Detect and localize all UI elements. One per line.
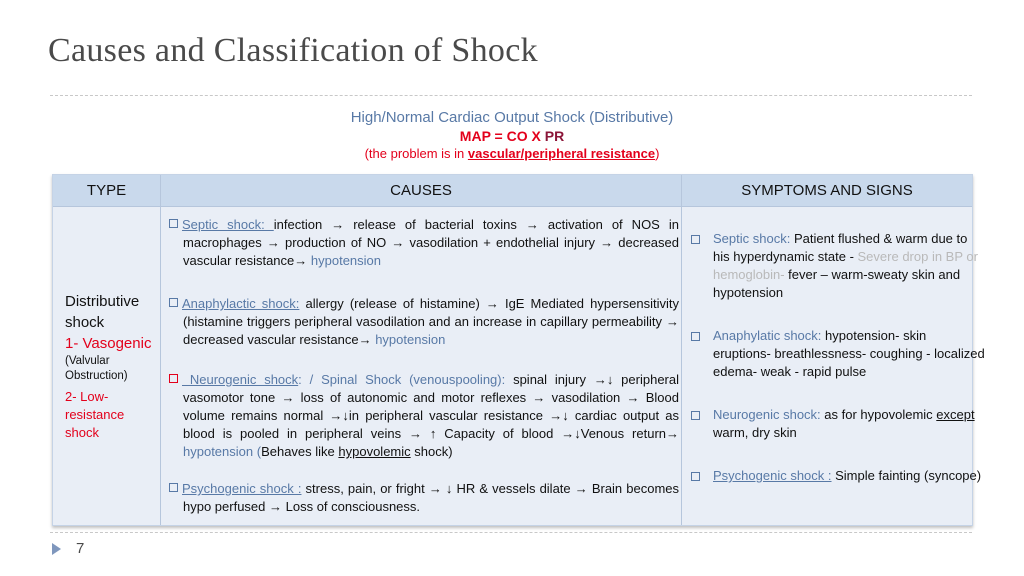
formula-red: MAP = CO X bbox=[459, 128, 541, 144]
symptom-septic-gray: Severe drop in BP or hemoglobin- bbox=[713, 249, 978, 282]
symptom-neurogenic-except: except bbox=[936, 407, 975, 422]
header-divider bbox=[53, 206, 972, 207]
slide-title: Causes and Classification of Shock bbox=[48, 32, 538, 69]
type-low-1: 2- Low- bbox=[65, 389, 109, 404]
cause-psychogenic-text: stress, pain, or fright → ↓ HR & vessels dilate → Brain becomes hypo perfused → Loss of consciousness. bbox=[183, 481, 680, 514]
type-low-2: resistance bbox=[65, 407, 125, 422]
symptom-septic-end: fever – warm-sweaty skin and hypotension bbox=[713, 267, 961, 300]
bullet-square-icon bbox=[691, 472, 700, 481]
page-number: 7 bbox=[76, 540, 85, 557]
symptom-neurogenic-end: warm, dry skin bbox=[713, 425, 797, 440]
bullet-square-icon bbox=[169, 374, 178, 383]
cause-neurogenic-sub: : / Spinal Shock (venouspooling): bbox=[298, 372, 506, 387]
cause-neurogenic-text: spinal injury →↓ peripheral vasomotor tone → loss of autonomic and motor reflexes → vasodilation → Blood volume remains normal →↓in peripheral vascular resistance →↓ cardiac output as blood is pooled in peripheral veins → ↑ Capacity of blood →↓Venous return→ bbox=[183, 372, 679, 441]
cause-neurogenic bbox=[169, 371, 679, 461]
cause-anaphylactic bbox=[169, 295, 679, 349]
cause-septic-label: Septic shock: bbox=[182, 217, 274, 232]
type-line2: shock bbox=[65, 314, 105, 331]
formula-maroon: PR bbox=[544, 128, 565, 144]
header-symptoms: SYMPTOMS AND SIGNS bbox=[682, 175, 972, 206]
cause-neurogenic-label: Neurogenic shock bbox=[182, 372, 299, 387]
cause-neurogenic-behaves: Behaves like bbox=[261, 444, 339, 459]
header-type: TYPE bbox=[53, 175, 160, 206]
header-note bbox=[0, 145, 1024, 163]
symptom-anaphylactic-text: hypotension- skin eruptions- breathlessness- coughing - localized edema- weak - rapid pulse bbox=[713, 328, 985, 379]
type-cell bbox=[65, 291, 160, 442]
column-divider bbox=[681, 175, 682, 525]
symptom-neurogenic-label: Neurogenic shock: bbox=[713, 407, 821, 422]
cause-anaphylactic-end: hypotension bbox=[375, 332, 446, 347]
symptom-neurogenic bbox=[691, 406, 985, 442]
cause-psychogenic-label: Psychogenic shock : bbox=[182, 481, 302, 496]
symptom-septic-text: Patient flushed & warm due to his hyperdynamic state - bbox=[713, 231, 968, 264]
type-low-3: shock bbox=[65, 425, 99, 440]
bottom-divider bbox=[50, 532, 972, 533]
header-causes: CAUSES bbox=[161, 175, 681, 206]
symptom-septic bbox=[691, 230, 985, 302]
shock-header bbox=[0, 108, 1024, 163]
cause-septic-text: infection → release of bacterial toxins → activation of NOS in macrophages → production of NO → vasodilation + endothelial injury → decreased vascular resistance→ bbox=[183, 217, 679, 268]
note-underlined: vascular/peripheral resistance bbox=[467, 146, 656, 161]
causes-column bbox=[161, 206, 681, 525]
symptom-psychogenic-label: Psychogenic shock : bbox=[713, 468, 832, 483]
symptom-neurogenic-text: as for hypovolemic bbox=[820, 407, 937, 422]
type-line1: Distributive bbox=[65, 293, 140, 310]
bullet-square-icon bbox=[691, 411, 700, 420]
cause-septic bbox=[169, 216, 679, 270]
bullet-square-icon bbox=[169, 219, 178, 228]
cause-neurogenic-hypo: hypotension ( bbox=[183, 444, 262, 459]
bullet-square-icon bbox=[169, 298, 178, 307]
symptoms-column bbox=[682, 206, 985, 525]
cause-neurogenic-end: shock) bbox=[410, 444, 453, 459]
cause-anaphylactic-text: allergy (release of histamine) → IgE Mediated hypersensitivity (histamine triggers peripheral vasodilation and an increase in capillary permeability → decreased vascular resistance→ bbox=[183, 296, 679, 347]
cause-psychogenic bbox=[169, 480, 679, 516]
header-title: High/Normal Cardiac Output Shock (Distributive) bbox=[350, 109, 674, 126]
cause-septic-end: hypotension bbox=[310, 253, 382, 268]
play-arrow-icon bbox=[52, 543, 61, 555]
note-prefix: (the problem is in bbox=[364, 146, 468, 161]
type-vasogenic: 1- Vasogenic bbox=[65, 335, 152, 352]
formula bbox=[0, 127, 1024, 145]
type-valvular-1: (Valvular bbox=[65, 355, 110, 367]
symptom-psychogenic-text: Simple fainting (syncope) bbox=[831, 468, 982, 483]
symptom-psychogenic bbox=[691, 467, 985, 485]
symptom-anaphylactic bbox=[691, 327, 985, 381]
type-column bbox=[53, 206, 160, 525]
cause-anaphylactic-label: Anaphylactic shock: bbox=[182, 296, 300, 311]
shock-table bbox=[52, 174, 985, 526]
symptom-anaphylactic-label: Anaphylatic shock: bbox=[713, 328, 822, 343]
top-divider bbox=[50, 95, 972, 96]
note-suffix: ) bbox=[655, 146, 660, 161]
type-valvular-2: Obstruction) bbox=[65, 370, 128, 382]
cause-neurogenic-hypovolemic: hypovolemic bbox=[338, 444, 411, 459]
symptom-septic-label: Septic shock: bbox=[713, 231, 791, 246]
bullet-square-icon bbox=[691, 235, 700, 244]
column-divider bbox=[160, 175, 161, 525]
bullet-square-icon bbox=[169, 483, 178, 492]
bullet-square-icon bbox=[691, 332, 700, 341]
